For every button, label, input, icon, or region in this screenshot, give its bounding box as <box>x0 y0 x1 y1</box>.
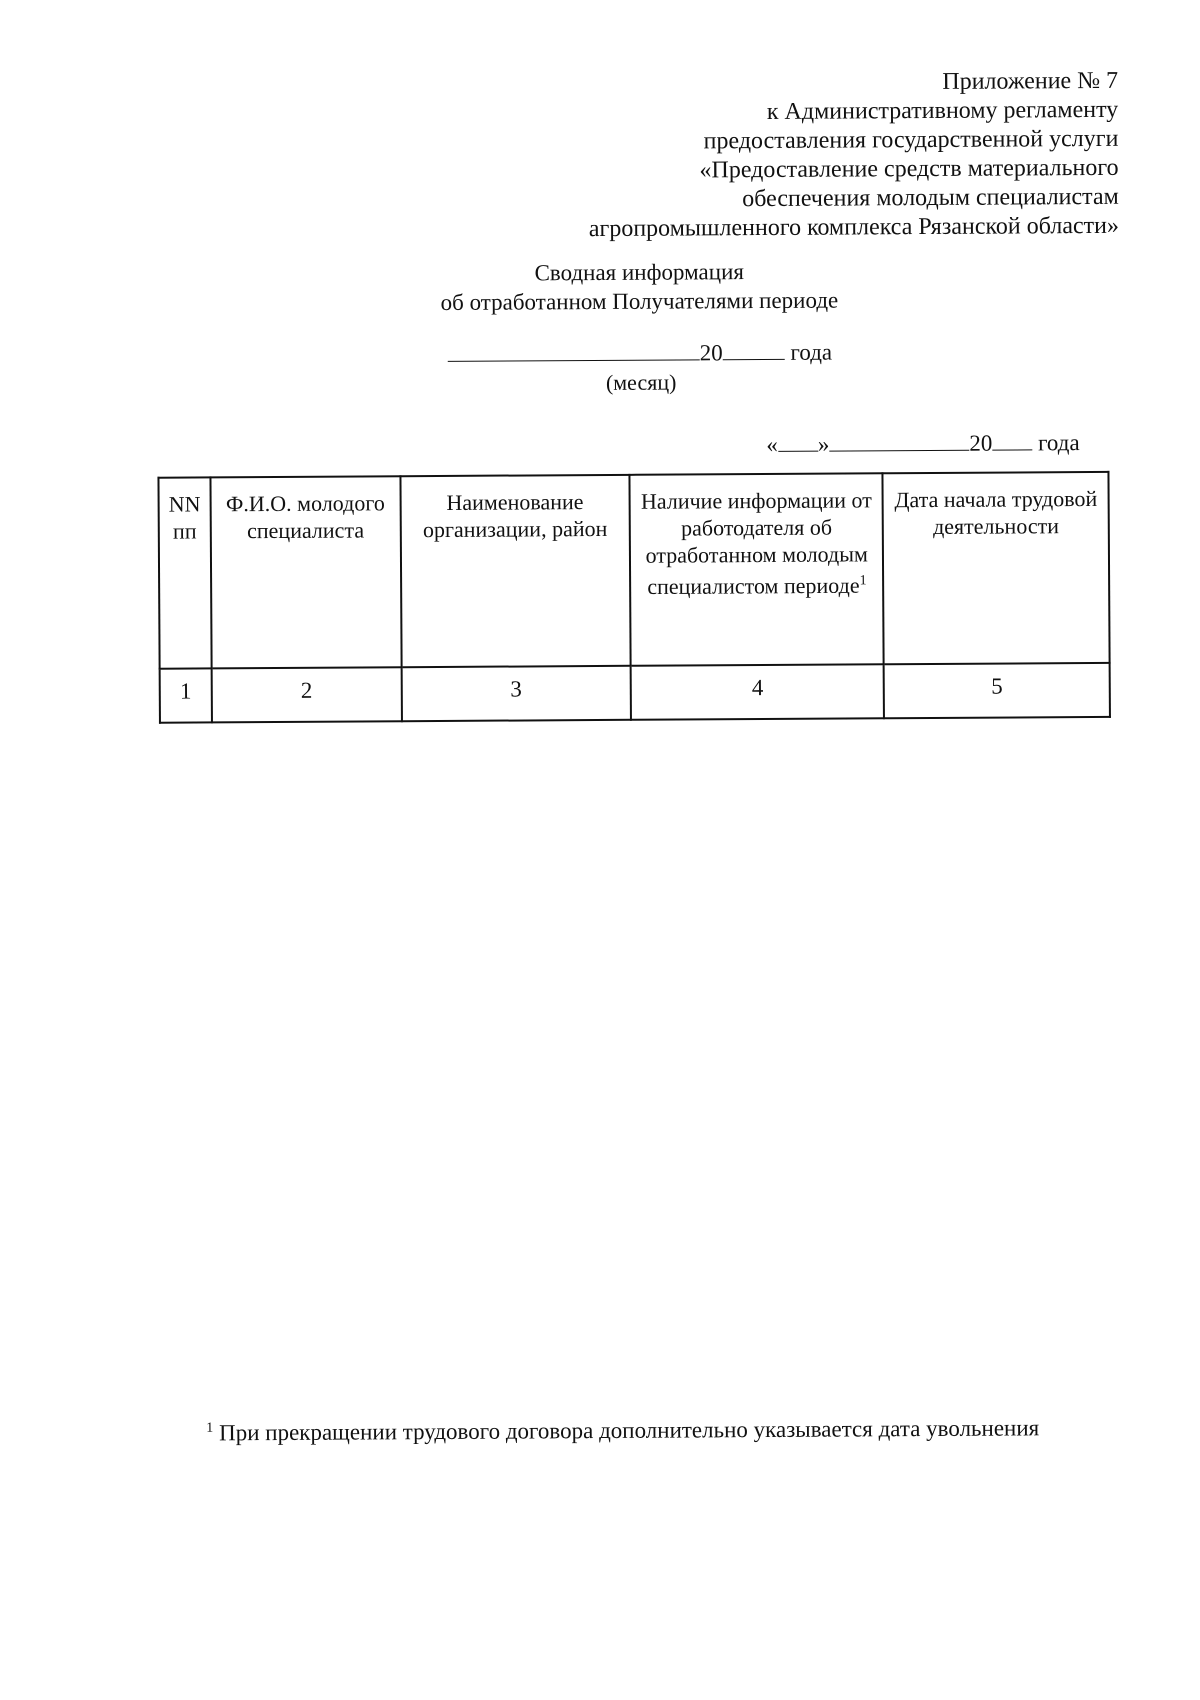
footnote-text: При прекращении трудового договора дополнительно указывается дата увольнения <box>218 1415 1040 1446</box>
footnote-mark: 1 <box>206 1420 214 1436</box>
column-number: 4 <box>631 664 885 720</box>
column-number: 3 <box>401 666 631 721</box>
title-line: об отработанном Получателями периоде <box>440 287 839 315</box>
month-caption: (месяц) <box>605 369 677 395</box>
title-line: Сводная информация <box>534 259 744 286</box>
column-number: 2 <box>212 667 402 722</box>
appendix-line: предоставления государственной услуги <box>703 125 1119 155</box>
header-cell: Дата начала трудовой деятельности <box>883 472 1110 664</box>
table-header-row <box>158 472 1109 669</box>
document-title <box>379 256 899 317</box>
appendix-line: Приложение № 7 <box>942 67 1119 95</box>
footnote-mark: 1 <box>859 573 867 589</box>
header-cell-text: Наличие информации от работодателя об отработанном молодым специалистом периоде <box>640 487 872 600</box>
year-suffix: года <box>790 339 833 365</box>
table-number-row <box>160 663 1110 723</box>
month-blank <box>448 339 700 362</box>
date-month-blank <box>829 430 969 452</box>
column-number: 5 <box>884 663 1110 718</box>
header-cell: NN пп <box>158 477 211 668</box>
appendix-line: «Предоставление средств материального <box>699 154 1119 184</box>
appendix-line: агропромышленного комплекса Рязанской области» <box>588 212 1120 243</box>
year-blank <box>723 339 785 360</box>
date-year-prefix: 20 <box>969 430 993 456</box>
header-cell <box>630 473 885 666</box>
appendix-header <box>498 67 1119 245</box>
appendix-line: обеспечения молодым специалистам <box>742 183 1119 213</box>
column-number: 1 <box>160 668 212 722</box>
summary-table <box>157 471 1110 724</box>
period-field <box>448 339 833 368</box>
date-year-suffix: года <box>1037 430 1080 456</box>
date-year-blank <box>992 429 1032 450</box>
quote-close: » <box>817 431 830 457</box>
header-cell: Ф.И.О. молодого специалиста <box>210 476 401 668</box>
footnote <box>206 1415 1039 1446</box>
appendix-line: к Административному регламенту <box>766 96 1119 125</box>
quote-open: « <box>766 431 778 457</box>
date-field <box>766 429 1080 458</box>
year-prefix: 20 <box>699 340 723 366</box>
header-cell: Наименование организации, район <box>400 475 631 667</box>
day-blank <box>778 431 818 452</box>
